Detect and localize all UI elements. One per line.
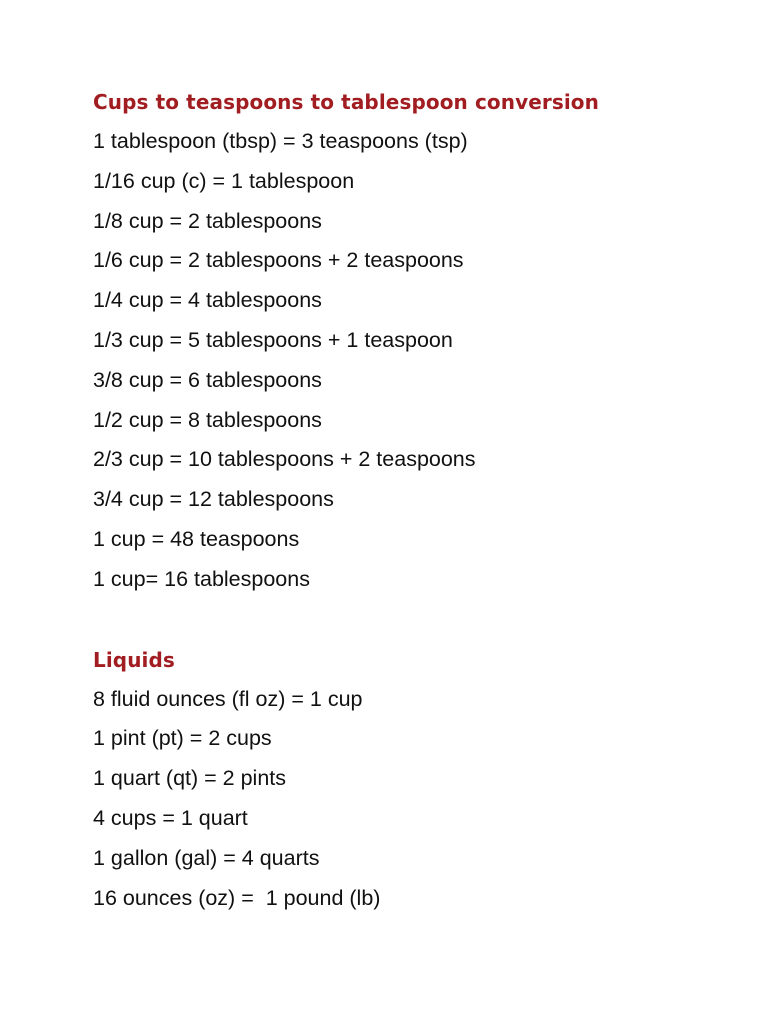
conversion-line: 1 quart (qt) = 2 pints <box>93 766 287 791</box>
conversion-line: 1/2 cup = 8 tablespoons <box>93 407 322 432</box>
conversion-line: 2/3 cup = 10 tablespoons + 2 teaspoons <box>93 447 476 472</box>
conversion-line: 1 cup= 16 tablespoons <box>93 566 310 591</box>
conversion-line: 8 fluid ounces (fl oz) = 1 cup <box>93 686 363 711</box>
conversion-line: 1/4 cup = 4 tablespoons <box>93 288 322 313</box>
conversion-line: 4 cups = 1 quart <box>93 805 248 830</box>
conversion-line: 1 tablespoon (tbsp) = 3 teaspoons (tsp) <box>93 129 468 153</box>
section-heading: Cups to teaspoons to tablespoon conversion <box>93 90 599 114</box>
conversion-line: 1 pint (pt) = 2 cups <box>93 726 272 751</box>
conversion-document <box>93 82 748 918</box>
section-cups-conversion <box>93 82 748 600</box>
section-heading: Liquids <box>93 647 175 672</box>
conversion-line: 1/6 cup = 2 tablespoons + 2 teaspoons <box>93 248 464 273</box>
conversion-line: 1/8 cup = 2 tablespoons <box>93 208 322 233</box>
conversion-line: 16 ounces (oz) = 1 pound (lb) <box>93 885 381 910</box>
conversion-line: 3/4 cup = 12 tablespoons <box>93 487 334 512</box>
conversion-line: 1/3 cup = 5 tablespoons + 1 teaspoon <box>93 327 453 352</box>
conversion-line: 3/8 cup = 6 tablespoons <box>93 367 322 392</box>
section-liquids <box>93 640 748 919</box>
conversion-line: 1/16 cup (c) = 1 tablespoon <box>93 168 355 193</box>
conversion-line: 1 gallon (gal) = 4 quarts <box>93 845 320 870</box>
conversion-line: 1 cup = 48 teaspoons <box>93 526 300 551</box>
